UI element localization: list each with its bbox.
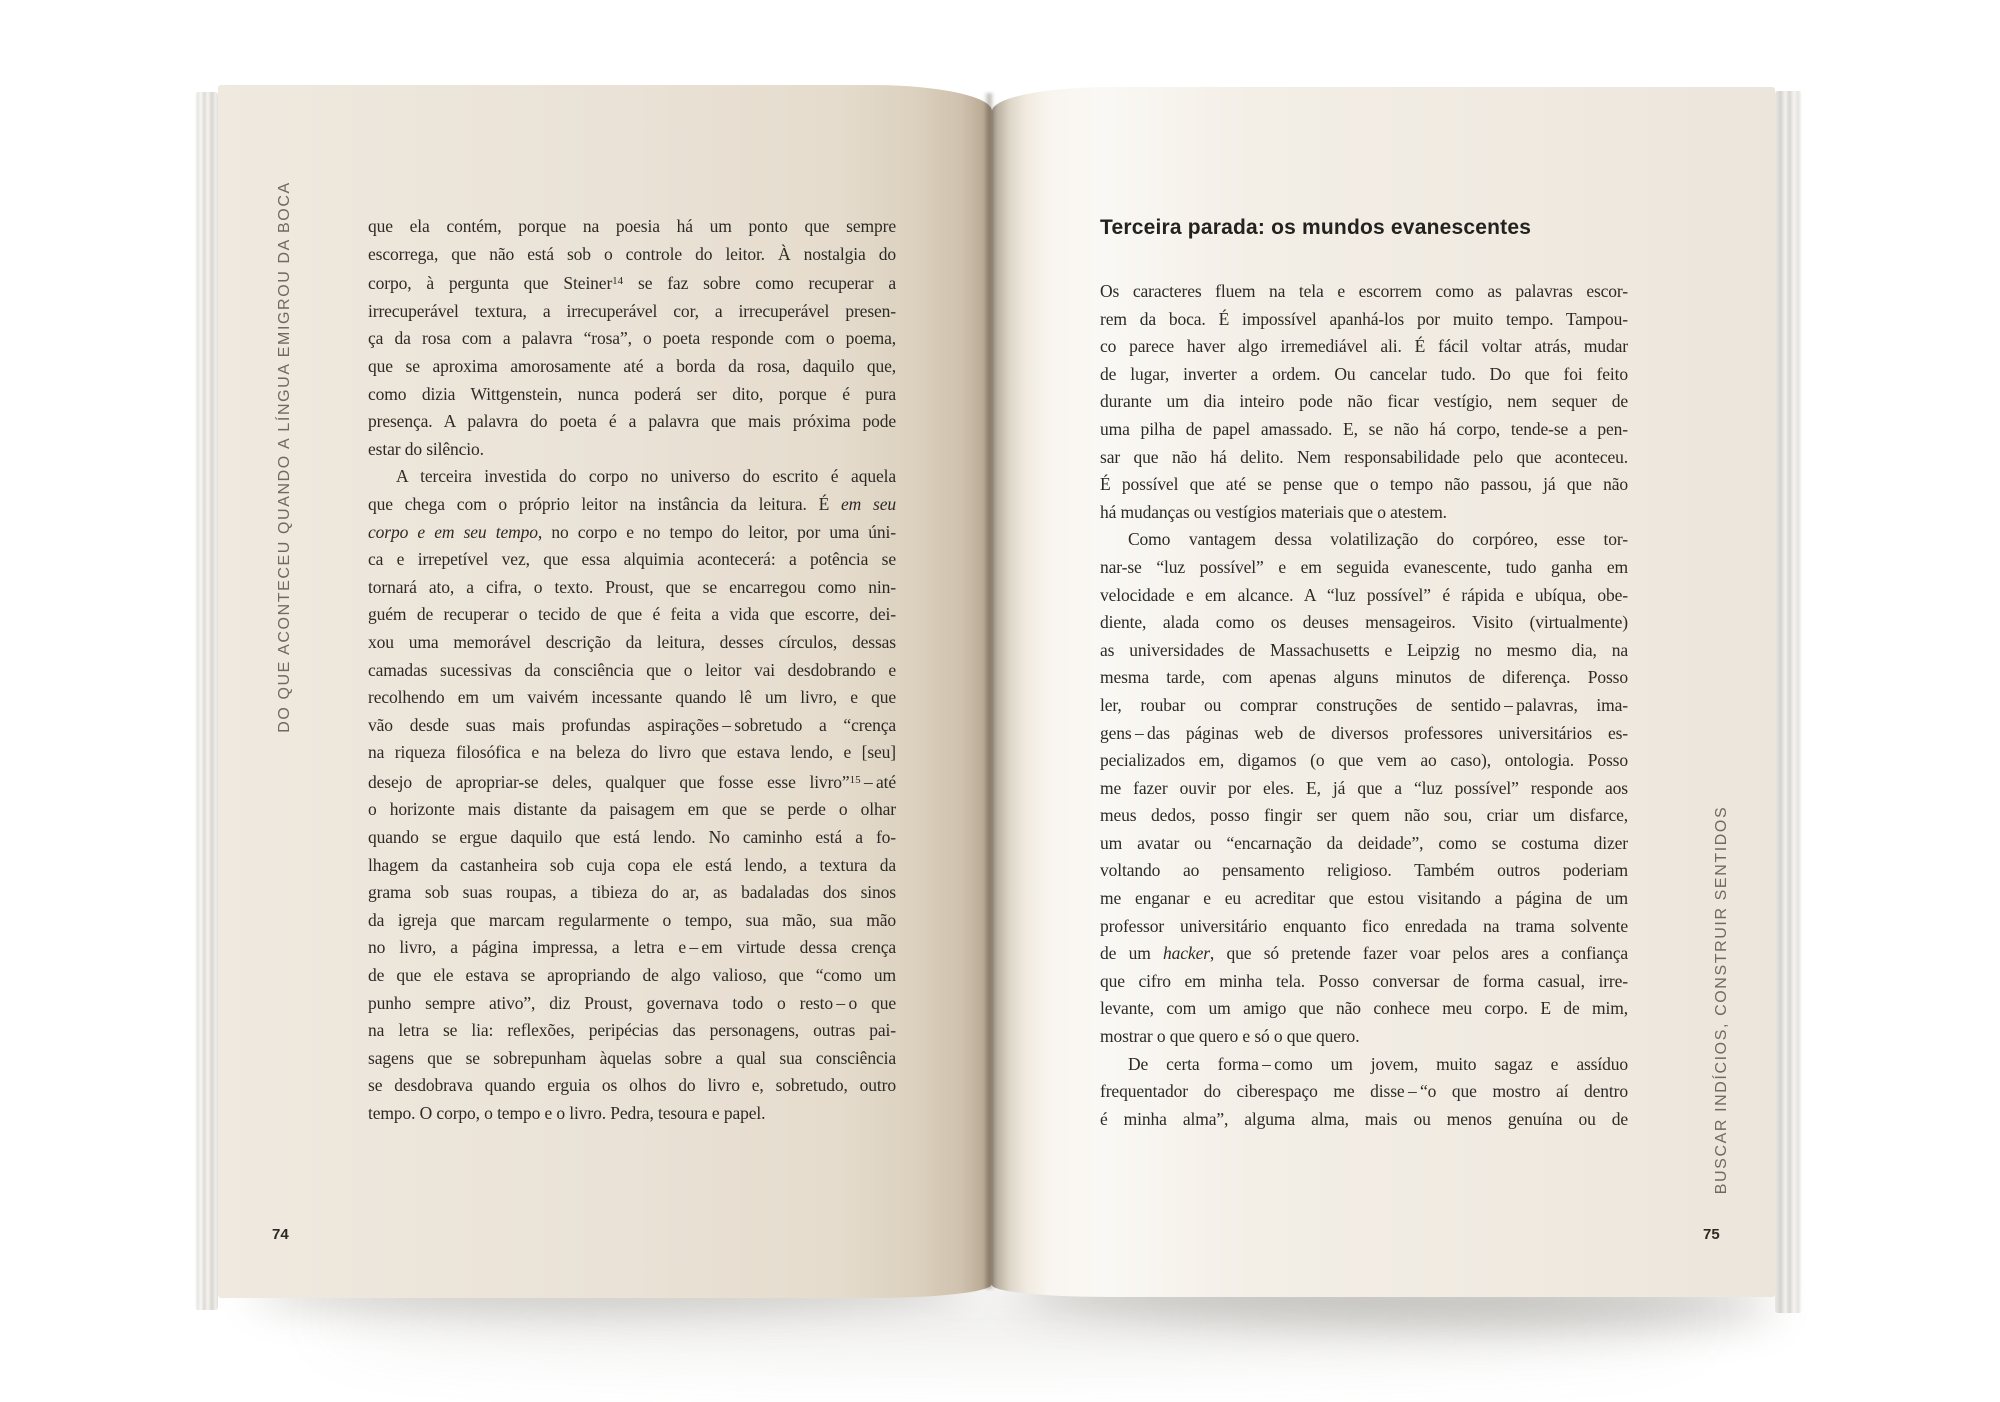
text-line: A terceira investida do corpo no universo do escrito é aquela (396, 466, 896, 487)
text-line: professor universitário enquanto fico enredada na trama solvente (1100, 915, 1628, 936)
text-line: é minha alma”, alguma alma, mais ou menos genuína ou de (1100, 1108, 1628, 1129)
text-line: se desdobrava quando erguia os olhos do livro e, sobretudo, outro (368, 1075, 896, 1096)
text-line: como dizia Wittgenstein, nunca poderá ser dito, porque é pura (368, 383, 896, 404)
text-line: de que ele estava se apropriando de algo valioso, que “como um (368, 965, 896, 986)
text-line: grama sob suas roupas, a tibieza do ar, as badaladas dos sinos (368, 882, 896, 903)
page-number-right: 75 (1703, 1226, 1720, 1243)
text-line: que ela contém, porque na poesia há um ponto que sempre (368, 216, 896, 236)
text-line: velocidade e em alcance. A “luz possível” é rápida e ubíqua, obe- (1100, 584, 1628, 605)
text-line: escorrega, que não está sob o controle do leitor. À nostalgia do (368, 243, 896, 264)
text-line: mesma tarde, com apenas alguns minutos de diferença. Posso (1100, 667, 1628, 688)
text-line: ler, roubar ou comprar construções de sentido – palavras, ima- (1100, 694, 1628, 715)
book-gutter-fold (984, 93, 994, 1289)
text-line: voltando ao pensamento religioso. Também outros poderiam (1100, 860, 1628, 881)
text-line: Como vantagem dessa volatilização do corpóreo, esse tor- (1128, 529, 1628, 550)
text-line: irrecuperável textura, a irrecuperável cor, a irrecuperável presen- (368, 300, 896, 321)
open-book-spread (195, 85, 1805, 1300)
text-line: sagens que se sobrepunham àquelas sobre a qual sua consciência (368, 1047, 896, 1068)
text-line: meus dedos, posso fingir ser quem não sou, criar um disfarce, (1100, 805, 1628, 826)
text-line: pecializados em, digamos (o que vem ao caso), ontologia. Posso (1100, 750, 1628, 771)
text-line: nar-se “luz possível” e em seguida evanescente, tudo ganha em (1100, 556, 1628, 577)
text-line: recolhendo em um vaivém incessante quando lê um livro, e que (368, 687, 896, 708)
text-line: corpo e em seu tempo, no corpo e no tempo do leitor, por uma úni- (368, 521, 896, 542)
page-number-left: 74 (272, 1226, 289, 1243)
text-line: tempo. O corpo, o tempo e o livro. Pedra, tesoura e papel. (368, 1103, 766, 1123)
text-line: quando se ergue daquilo que está lendo. No caminho está a fo- (368, 827, 896, 848)
text-line: tornará ato, a cifra, o texto. Proust, que se encarregou como nin- (368, 576, 896, 597)
text-line: que chega com o próprio leitor na instância da leitura. É em seu (368, 493, 897, 514)
text-line: ca e irrepetível vez, que essa alquimia acontecerá: a potência se (368, 549, 896, 570)
text-line: vão desde suas mais profundas aspirações – sobretudo a “crença (368, 714, 896, 735)
text-line: uma pilha de papel amassado. E, se não há corpo, tende-se a pen- (1100, 418, 1628, 439)
text-line: me enganar e eu acreditar que estou visitando a página de um (1100, 888, 1628, 909)
text-line: de lugar, inverter a ordem. Ou cancelar tudo. Do que foi feito (1100, 363, 1628, 384)
text-line: ça da rosa com a palavra “rosa”, o poeta responde com o poema, (368, 328, 896, 349)
text-line: mostrar o que quero e só o que quero. (1100, 1026, 1360, 1047)
text-line: co parece haver algo irremediável ali. É fácil voltar atrás, mudar (1100, 336, 1628, 357)
text-line: há mudanças ou vestígios materiais que o atestem. (1100, 501, 1447, 522)
page-edges-right (1775, 91, 1802, 1313)
text-line: me fazer ouvir por eles. E, já que a “luz possível” responde aos (1100, 777, 1628, 798)
text-line: rem da boca. É impossível apanhá-los por muito tempo. Tampou- (1100, 308, 1628, 329)
text-line: levante, com um amigo que não conhece meu corpo. E de mim, (1100, 998, 1628, 1019)
text-line: estar do silêncio. (368, 438, 484, 459)
text-line: desejo de apropriar-se deles, qualquer que fosse esse livro”$^{15}$ – até (368, 771, 896, 792)
text-line: xou uma memorável descrição da leitura, desses círculos, dessas (368, 631, 896, 652)
text-line: corpo, à pergunta que Steiner$^{14}$ se faz sobre como recuperar a (368, 273, 896, 294)
text-line: guém de recuperar o tecido de que é feita a vida que escorre, dei- (368, 604, 896, 625)
text-line: frequentador do ciberespaço me disse – “o que mostro aí dentro (1100, 1081, 1628, 1102)
text-line: na letra se lia: reflexões, peripécias das personagens, outras pai- (368, 1020, 896, 1041)
text-line: que cifro em minha tela. Posso conversar de forma casual, irre- (1100, 970, 1628, 991)
section-heading: Terceira parada: os mundos evanescentes (1100, 216, 1532, 239)
page-edges-left (195, 92, 218, 1310)
text-line: camadas sucessivas da consciência que o leitor vai desdobrando e (368, 659, 896, 680)
text-line: as universidades de Massachusetts e Leipzig no mesmo dia, na (1100, 639, 1628, 660)
text-line: no livro, a página impressa, a letra e – em virtude dessa crença (368, 937, 896, 958)
text-line: um avatar ou “encarnação da deidade”, como se costuma dizer (1100, 832, 1628, 853)
text-line: de um hacker, que só pretende fazer voar pelos ares a confiança (1100, 943, 1628, 964)
text-line: diente, alada como os deuses mensageiros. Visito (virtualmente) (1100, 612, 1628, 633)
text-line: Os caracteres fluem na tela e escorrem como as palavras escor- (1100, 281, 1628, 301)
left-page-body-text (368, 213, 896, 1128)
text-line: durante um dia inteiro pode não ficar vestígio, nem sequer de (1100, 391, 1628, 412)
right-page-body-text (1100, 278, 1628, 1133)
running-head-chapter-title: DO QUE ACONTECEU QUANDO A LÍNGUA EMIGROU DA BOCA (276, 181, 293, 733)
running-head-section-title: BUSCAR INDÍCIOS, CONSTRUIR SENTIDOS (1713, 805, 1730, 1195)
text-line: da igreja que marcam regularmente o tempo, sua mão, sua mão (368, 909, 896, 930)
text-line: gens – das páginas web de diversos professores universitários es- (1100, 722, 1628, 743)
page-right (992, 87, 1775, 1297)
text-line: o horizonte mais distante da paisagem em que se perde o olhar (368, 799, 896, 820)
text-line: na riqueza filosófica e na beleza do livro que estava lendo, e [seu] (368, 742, 896, 763)
text-line: presença. A palavra do poeta é a palavra que mais próxima pode (368, 411, 896, 432)
text-line: lhagem da castanheira sob cuja copa ele está lendo, a textura da (368, 854, 896, 875)
text-line: É possível que até se pense que o tempo não passou, já que não (1100, 474, 1628, 495)
text-line: que se aproxima amorosamente até a borda da rosa, daquilo que, (368, 355, 896, 376)
text-line: sar que não há delito. Nem responsabilidade pelo que aconteceu. (1100, 446, 1628, 467)
text-line: punho sempre ativo”, diz Proust, governava todo o resto – o que (368, 992, 896, 1013)
text-line: De certa forma – como um jovem, muito sagaz e assíduo (1128, 1053, 1628, 1074)
page-left (218, 85, 992, 1298)
